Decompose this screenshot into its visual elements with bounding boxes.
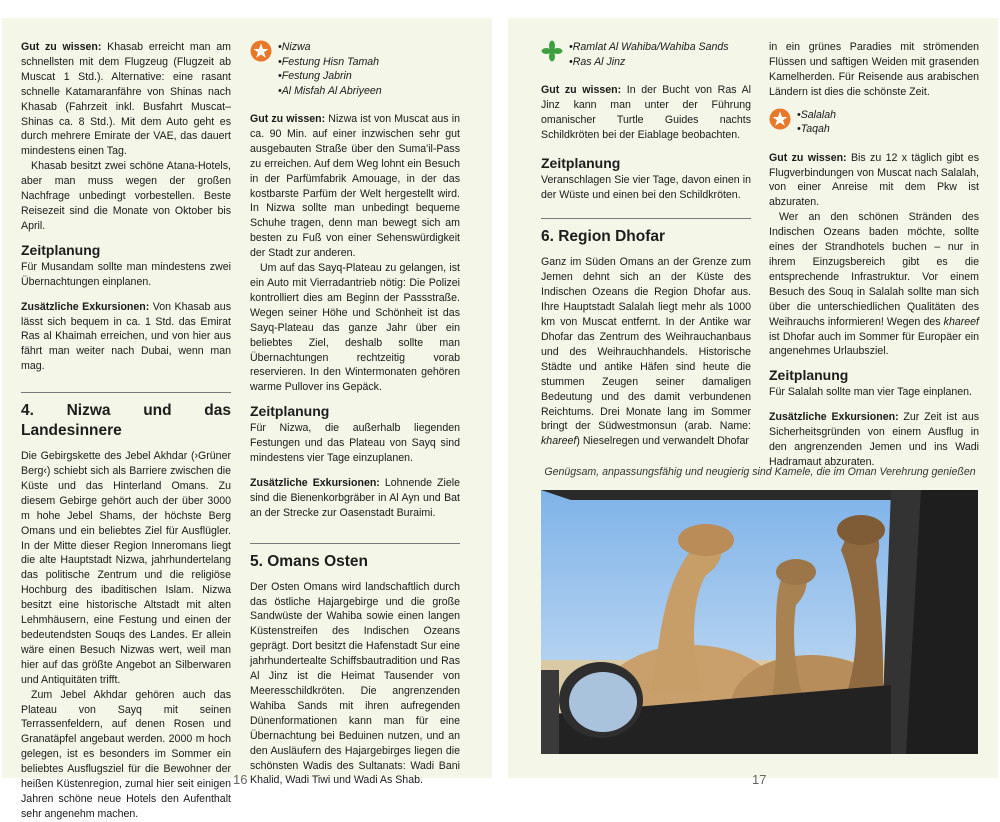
list-item: • Nizwa: [278, 40, 382, 55]
sights-list: [797, 108, 836, 137]
paragraph: Zusätzliche Exkursionen: Lohnende Ziele sind die Bienenkorbgräber in Al Ayn und Bat an der Strecke zur Oasenstadt Buraimi.: [250, 476, 461, 519]
paragraph: Zusätzliche Exkursionen: Von Khasab aus lässt sich bequem in ca. 1 Std. das Emirat Ras al Khaimah erreichen, und von hier aus fährt man weiter nach Dubai, wenn man mag.: [21, 300, 231, 373]
page-number-right: 17: [752, 772, 767, 787]
column-2: [250, 40, 460, 788]
column-3: [541, 40, 751, 449]
paragraph: Für Musandam sollte man mindestens zwei Übernachtungen einplanen.: [21, 260, 231, 288]
paragraph: Zum Jebel Akhdar gehören auch das Plateau von Sayq mit seinen Terrassenfeldern, auf denen Rosen und Granatäpfel angebaut werden. 2000 m hoch gelegen, ist es besonders im Sommer ein beliebtes Ausflugsziel für die Bewohner der heißen Küstenregion, zumal hier seit einigen Jahren schöne neue Hotels den Aufenthalt sehr angenehm machen.: [21, 688, 231, 820]
section-title: 4. Nizwa und das Landesinnere: [21, 402, 231, 440]
camel-photo: [541, 490, 978, 754]
section-title: 6. Region Dhofar: [541, 228, 666, 246]
list-item: • Taqah: [797, 122, 836, 137]
paragraph: Zusätzliche Exkursionen: Zur Zeit ist aus Sicherheitsgründen von einem Ausflug in den angrenzenden Jemen und ins Wadi Hadramaut abzuraten.: [769, 411, 980, 468]
list-item: • Festung Hisn Tamah: [278, 55, 382, 70]
nature-box: [541, 40, 751, 69]
paragraph: Gut zu wissen: Khasab erreicht man am schnellsten mit dem Flugzeug (Flugzeit ab Muscat 1 Std.). Alternative: eine rasant schnelle Katamaranfähre von Shinas nach Khasab (Fahrzeit inkl. Busfahrt Muscat–Shinas ca. 8 Std.). Mit dem Auto geht es durch mehrere Emirate der VAE, das dauert mindestens einen Tag.: [21, 41, 231, 158]
camel-photo-illustration: [541, 490, 978, 754]
paragraph: Veranschlagen Sie vier Tage, davon einen in der Wüste und einen bei den Schildkröten.: [541, 173, 751, 201]
leaf-icon: [541, 40, 563, 62]
paragraph: Gut zu wissen: Nizwa ist von Muscat aus in ca. 90 Min. auf einer inzwischen sehr gut ausgebauten Straße über den Suma'il-Pass zu erreichen. Auf dem Weg lohnt ein Besuch in der Parfümfabrik Amouage, in der das kostbarste Parfüm der Welt hergestellt wird. In Nizwa sollte man unbedingt bequeme Schuhe tragen, denn man bewegt sich am besten zu Fuß von einer Sehenswürdigkeit der Stadt zur anderen.: [250, 113, 460, 260]
column-1: [21, 40, 231, 822]
section-title: 5. Omans Osten: [250, 552, 369, 570]
sights-box: [769, 108, 979, 137]
paragraph: Gut zu wissen: Bis zu 12 x täglich gibt es Flugverbindungen von Muscat nach Salalah, von einer Anreise mit dem Pkw ist abzuraten.: [769, 151, 979, 209]
column-4: [769, 40, 979, 470]
paragraph: Der Osten Omans wird landschaftlich durch das östliche Hajargebirge und die große Sandwüste der Wahiba sowie einen langen Küstenstreifen des Indischen Ozeans geprägt. Dort besitzt die Hafenstadt Sur eine jahrhundertealte Schiffsbautradition und Ras Al Jinz ist die Heimat Tausender von Meeresschildkröten. Die angrenzenden Wahiba Sands mit ihren aufregenden Dünenformationen kann man für eine Übernachtung bei Beduinen nutzen, und an den Ausläufern des Hajargebirges liegen die schönsten Wadis des Sultanats: Wadi Bani Khalid, Wadi Tiwi und Wadi As Shab.: [250, 580, 460, 787]
paragraph: Die Gebirgskette des Jebel Akhdar (›Grüner Berg‹) schiebt sich als Barriere zwischen die Küste und das Hinterland Omans. Zu diesem Gebirge gehört auch der über 3000 m hohe Jebel Shams, der höchste Berg Omans und ein beliebtes Ziel für Ausflügler. In der Mitte dieser Region Inneromans liegt die alte Hauptstadt Nizwa, jahrhundertelang das politische Zentrum und die religiöse Hochburg des ibaditischen Islam. Nizwa besitzt eine historische Altstadt mit alten Lehmhäusern, eine Festung und einen der bedeutendsten Souqs des Landes. Er allein wäre einen Besuch Nizwas wert, weil man hier auf das größte Angebot an Silberwaren und Antiquitäten trifft.: [21, 450, 231, 686]
list-item: • Ramlat Al Wahiba/Wahiba Sands: [569, 40, 729, 55]
paragraph: Für Salalah sollte man vier Tage einplanen.: [769, 386, 972, 399]
page-number-left: 16: [233, 772, 248, 787]
star-icon: [769, 108, 791, 130]
paragraph: Ganz im Süden Omans an der Grenze zum Jemen dehnt sich an der Küste des Indischen Ozeans die Region Dhofar aus. Ihre Hauptstadt Salalah liegt mehr als 1000 km von Muscat entfernt. In der Antike war Dhofar das Zentrum des Weihrauchanbaus und des Weihrauchhandels. Historische Städte und antike Häfen sind heute die stummen Zeugen seiner damaligen Bedeutung und des damit verbundenen Reichtums. Drei Monate lang im Sommer bringt der Südwestmonsun (arab. Name: khareef) Nieselregen und verwandelt Dhofar: [541, 256, 751, 448]
paragraph: Wer an den schönen Stränden des Indischen Ozeans baden möchte, sollte eines der Strandhotels buchen – nur in ihrem Einzugsbereich gibt es die entsprechende Infrastruktur. Vor einem Besuch des Souq in Salalah sollte man sich über die unterschiedlichen Qualitäten des Weihrauchs informieren! Wegen des khareef ist Dhofar auch im Sommer für Europäer ein angenehmes Urlaubsziel.: [769, 211, 979, 358]
heading-zeitplanung: Zeitplanung: [541, 154, 621, 171]
paragraph: Um auf das Sayq-Plateau zu gelangen, ist ein Auto mit Vierradantrieb nötig: Die Polizei kontrolliert dies am Beginn der Passstraße. Wegen seiner Höhe und Schönheit ist das Sayq-Plateau das ganze Jahr über ein beliebtes Ziel, deshalb sollte man Übernachtungen rechtzeitig vorab reservieren. In den Wintermonaten gehören warme Pullover ins Gepäck.: [250, 262, 460, 394]
sights-list: [278, 40, 382, 98]
paragraph: Für Nizwa, die außerhalb liegenden Festungen und das Plateau von Sayq sind mindestens vier Tage einzuplanen.: [250, 422, 460, 465]
paragraph: in ein grünes Paradies mit strömenden Flüssen und saftigen Weiden mit grasenden Kamelherden. Für Reisende aus arabischen Ländern ist dies die schönste Zeit.: [769, 41, 979, 98]
photo-caption: Genügsam, anpassungsfähig und neugierig sind Kamele, die im Oman Verehrung genießen: [544, 466, 976, 478]
paragraph: Gut zu wissen: In der Bucht von Ras Al Jinz kann man unter der Führung omanischer Turtle Guides nachts Schildkröten bei der Eiablage beobachten.: [541, 84, 751, 141]
heading-zeitplanung: Zeitplanung: [21, 241, 101, 258]
list-item: • Ras Al Jinz: [569, 55, 729, 70]
list-item: • Festung Jabrin: [278, 69, 382, 84]
star-icon: [250, 40, 272, 62]
list-item: • Al Misfah Al Abriyeen: [278, 84, 382, 99]
list-item: • Salalah: [797, 108, 836, 123]
heading-zeitplanung: Zeitplanung: [250, 403, 330, 420]
paragraph: Khasab besitzt zwei schöne Atana-Hotels, aber man muss wegen der großen Nachfrage unbedingt vorbestellen. Beste Reisezeit sind die Monate von Oktober bis April.: [21, 160, 231, 232]
nature-list: [569, 40, 729, 69]
sights-box: [250, 40, 460, 98]
heading-zeitplanung: Zeitplanung: [769, 367, 849, 384]
